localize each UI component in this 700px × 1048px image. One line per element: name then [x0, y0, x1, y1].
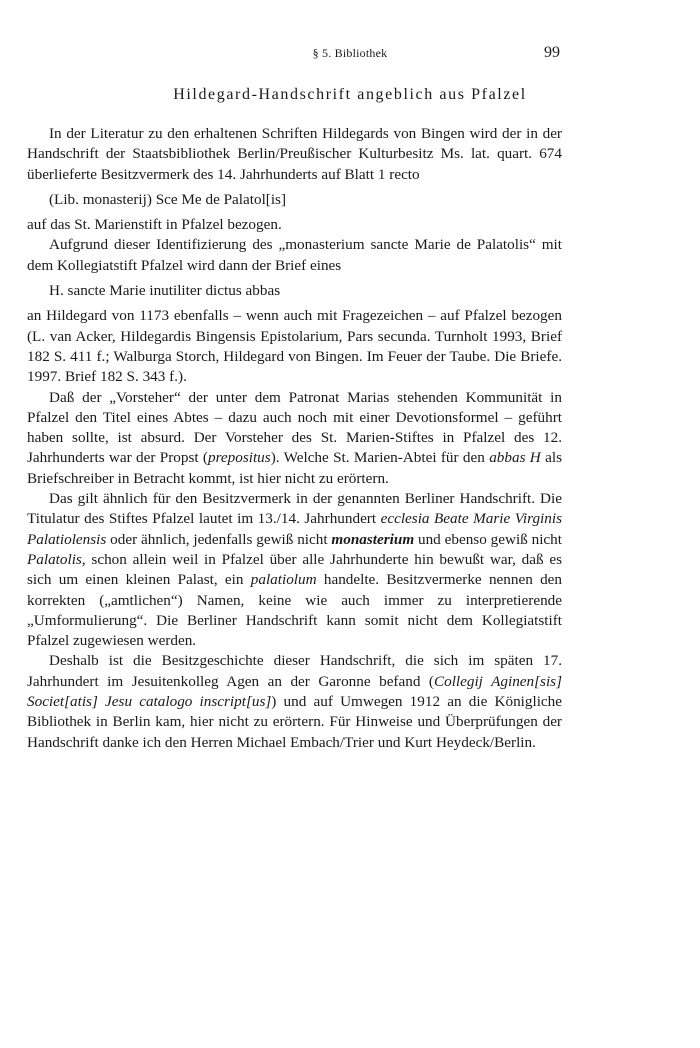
page-number: 99 — [544, 44, 560, 61]
italic-term: Collegij Aginen[sis] Societ[atis] Jesu catalogo inscript[us] — [27, 672, 562, 711]
italic-term: prepositus — [207, 449, 271, 467]
text-run: ). Welche St. Marien-Abtei für den — [270, 449, 490, 467]
italic-term: monasterium — [331, 530, 415, 548]
paragraph-6 — [27, 489, 562, 651]
text-run: Deshalb ist die Besitzgeschichte dieser Handschrift, die sich im späten 17. Jahrhundert im Jesuitenkolleg Agen an der Garonne befand ( — [27, 652, 562, 690]
text-run: als Briefschreiber in Betracht kommt, ist hier nicht zu erörtern. — [27, 449, 562, 487]
paragraph-5 — [27, 388, 562, 489]
italic-term: palatiolum — [250, 571, 317, 589]
quote-ownership-note: (Lib. monasterij) Sce Me de Palatol[is] — [49, 190, 287, 208]
paragraph-7 — [27, 651, 562, 752]
page-title: Hildegard-Handschrift angeblich aus Pfalzel — [173, 86, 527, 103]
italic-term: abbas H — [489, 449, 541, 467]
text-run: und ebenso gewiß nicht — [414, 530, 562, 548]
text-run: oder ähnlich, jedenfalls gewiß nicht — [106, 530, 332, 548]
paragraph-4: an Hildegard von 1173 ebenfalls – wenn auch mit Fragezeichen – auf Pfalzel bezogen (L. van Acker, Hildegardis Bingensis Epistolarium, Pars secunda. Turnholt 1993, Brief 182 S. 411 f.; Walburga Storch, Hildegard von Bingen. Im Feuer der Taube. Die Briefe. 1997. Brief 182 S. 343 f.). — [27, 307, 562, 386]
text-run: Das gilt ähnlich für den Besitzvermerk in der genannten Berliner Handschrift. Die Titulatur des Stiftes Pfalzel lautet im 13./14. Jahrhundert — [27, 490, 562, 528]
section-heading: § 5. Bibliothek — [312, 46, 388, 60]
paragraph-3: Aufgrund dieser Identifizierung des „monasterium sancte Marie de Palatolis“ mit dem Kollegiatstift Pfalzel wird dann der Brief eines — [27, 236, 562, 274]
paragraph-2: auf das St. Marienstift in Pfalzel bezogen. — [27, 216, 282, 234]
italic-term: ecclesia Beate Marie Virginis Palatiolensis — [27, 510, 562, 548]
body-text — [27, 124, 562, 753]
paragraph-1: In der Literatur zu den erhaltenen Schriften Hildegards von Bingen wird der in der Handschrift der Staatsbibliothek Berlin/Preußischer Kulturbesitz Ms. lat. quart. 674 überlieferte Besitzvermerk des 14. Jahrhunderts auf Blatt 1 recto — [27, 125, 562, 183]
text-run: Daß der „Vorsteher“ der unter dem Patronat Marias stehenden Kommunität in Pfalzel den Titel eines Abtes – dazu auch noch mit einer Devotionsformel – geführt haben sollte, ist absurd. Der Vorsteher des St. Marien-Stiftes in Pfalzel des 12. Jahrhunderts war der Propst ( — [27, 388, 562, 467]
text-run: , schon allein weil in Pfalzel über alle Jahrhunderte hin bewußt war, daß es sich um einen kleinen Palast, ein — [27, 550, 562, 589]
quote-letter-sender: H. sancte Marie inutiliter dictus abbas — [49, 282, 281, 300]
running-header — [0, 46, 700, 66]
text-run: handelte. Besitzvermerke nennen den korrekten („amtlichen“) Namen, keine wie auch immer zu interpretierende „Umformulierung“. Die Berliner Handschrift kann somit nicht dem Kollegiatstift Pfalzel zugewiesen werden. — [27, 571, 563, 650]
text-run: ) und auf Umwegen 1912 an die Königliche Bibliothek in Berlin kam, hier nicht zu erörtern. Für Hinweise und Überprüfungen der Handschrift danke ich den Herren Michael Embach/Trier und Kurt Heydeck/Berlin. — [27, 693, 562, 751]
italic-term: Palatolis — [27, 550, 82, 568]
